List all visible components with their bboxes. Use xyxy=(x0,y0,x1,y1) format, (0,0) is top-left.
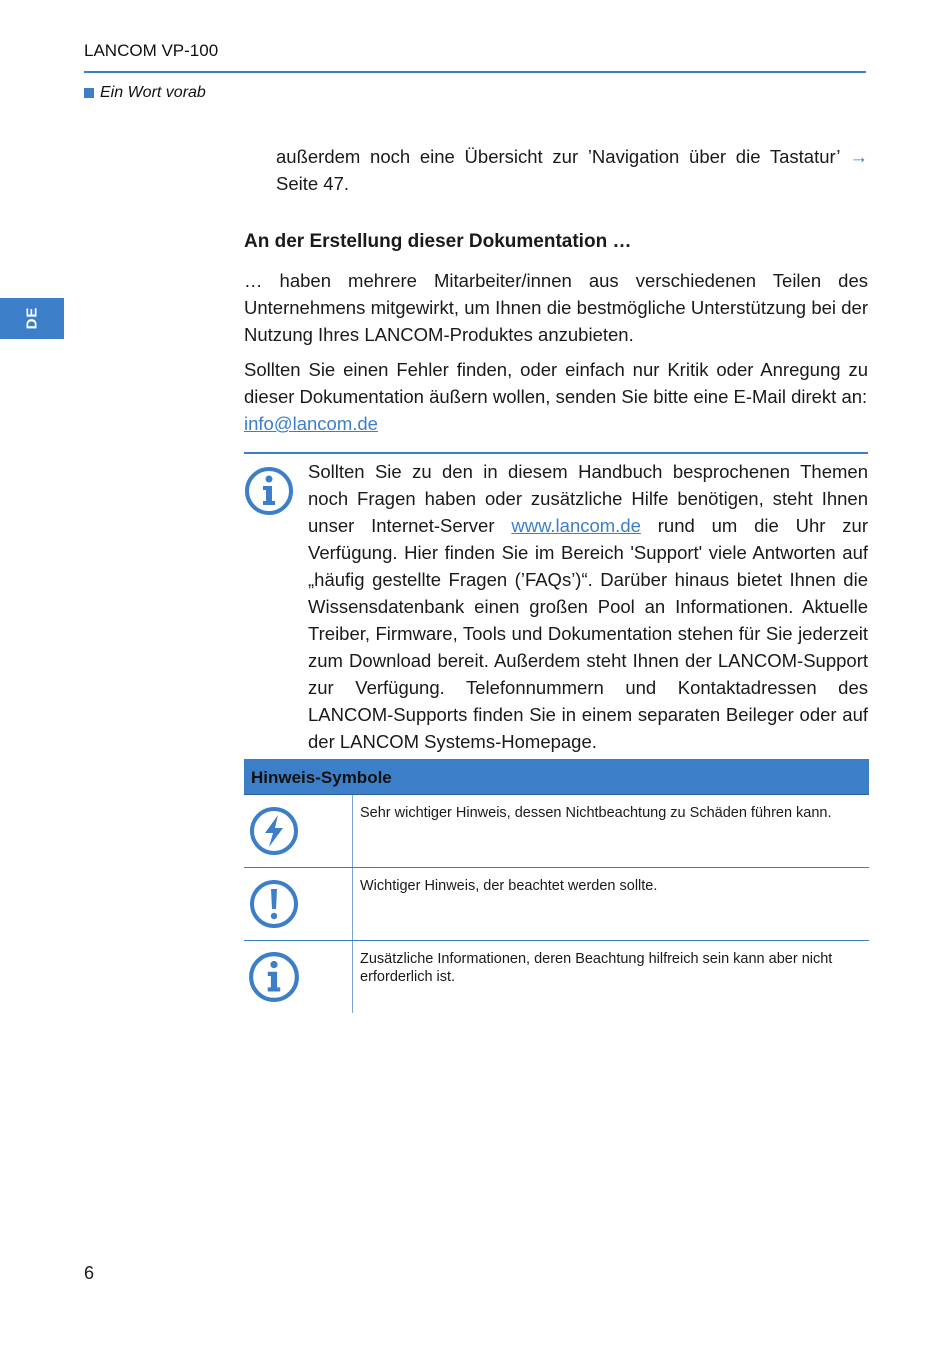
page-number: 6 xyxy=(84,1263,95,1283)
table-row xyxy=(244,941,869,1013)
note-text-after: rund um die Uhr zur Verfügung. Hier finden Sie im Bereich 'Support' viele Antworten auf „häufig gestellte Fragen (’FAQs’)“. Darüber hinaus bietet Ihnen die Wissensdatenbank einen großen Pool an Informationen. Aktuelle Treiber, Firmware, Tools und Dokumentation stehen für Sie jederzeit zum Download bereit. Außerdem steht Ihnen der LANCOM-Support zur Verfügung. Telefonnummern und Kontaktadressen des LANCOM-Supports finden Sie in einem separaten Beileger oder auf der LANCOM Systems-Homepage. xyxy=(308,515,869,752)
language-tab xyxy=(0,298,64,339)
header-rule xyxy=(84,71,866,73)
email-link[interactable]: info@lancom.de xyxy=(244,413,378,434)
section-label xyxy=(84,84,206,102)
intro-text: außerdem noch eine Übersicht zur ’Navigation über die Tastatur’ xyxy=(276,146,840,167)
table-row xyxy=(244,795,869,868)
note-paragraph xyxy=(308,458,868,755)
document-title: LANCOM VP-100 xyxy=(84,41,219,60)
language-tab-label: DE xyxy=(23,306,41,330)
paragraph-authors: … haben mehrere Mitarbeiter/innen aus verschiedenen Teilen des Unternehmens mitgewirkt, um Ihnen die bestmögliche Unterstützung bei der Nutzung Ihres LANCOM-Produktes anzubieten. xyxy=(244,270,868,345)
symbols-table-header: Hinweis-Symbole xyxy=(244,759,869,795)
intro-paragraph xyxy=(276,143,868,197)
info-icon xyxy=(244,466,294,521)
paragraph-feedback xyxy=(244,356,868,437)
symbol-description: Zusätzliche Informationen, deren Beachtung hilfreich sein kann aber nicht erforderlich ist. xyxy=(360,951,833,985)
website-link[interactable]: www.lancom.de xyxy=(511,515,641,536)
info-icon xyxy=(244,941,353,1013)
note-rule xyxy=(244,452,868,454)
lightning-warning-icon xyxy=(244,795,353,867)
feedback-text: Sollten Sie einen Fehler finden, oder einfach nur Kritik oder Anregung zu dieser Dokumentation äußern wollen, senden Sie bitte eine E-Mail direkt an: xyxy=(244,359,868,407)
arrow-right-icon: → xyxy=(849,146,869,167)
exclamation-icon xyxy=(244,868,353,940)
symbol-description: Wichtiger Hinweis, der beachtet werden sollte. xyxy=(360,878,658,894)
page-reference: Seite 47. xyxy=(276,173,350,194)
note-text-before: Sollten Sie zu den in diesem Handbuch besprochenen Themen noch Fragen haben oder zusätzliche Hilfe benötigen, steht Ihnen unser Internet-Server xyxy=(308,461,868,536)
section-heading: An der Erstellung dieser Dokumentation … xyxy=(244,231,632,252)
symbols-table xyxy=(244,759,869,1013)
bullet-square-icon xyxy=(84,88,94,98)
symbol-description: Sehr wichtiger Hinweis, dessen Nichtbeachtung zu Schäden führen kann. xyxy=(360,805,832,821)
section-label-text: Ein Wort vorab xyxy=(100,84,206,101)
table-row xyxy=(244,868,869,941)
